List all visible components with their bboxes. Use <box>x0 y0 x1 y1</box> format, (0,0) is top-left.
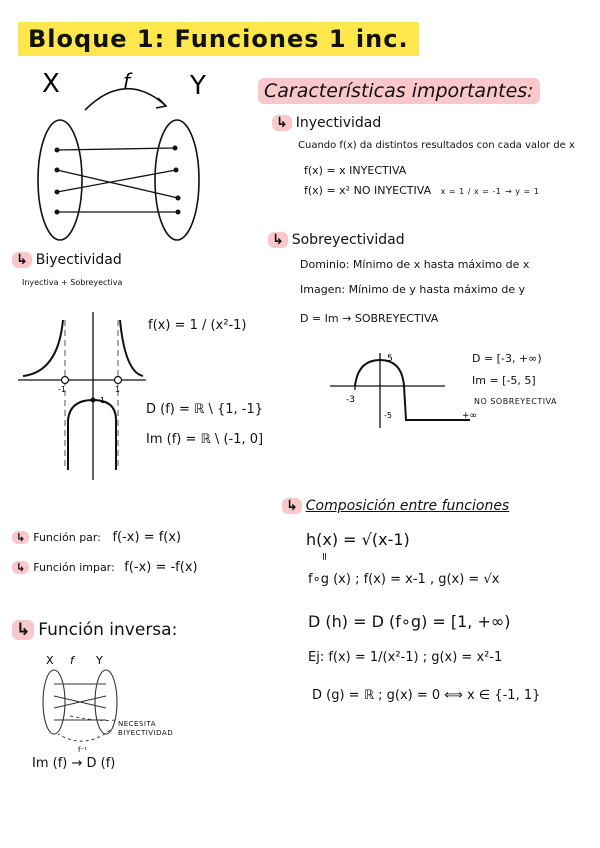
sobreyectividad-dominio: Dominio: Mínimo de x hasta máximo de x <box>300 258 530 271</box>
composicion-line4: Ej: f(x) = 1/(x²-1) ; g(x) = x²-1 <box>308 650 503 665</box>
graph-ymax-label: 5 <box>387 354 393 364</box>
inyectividad-cases: x = 1 / x = -1 <box>440 187 502 196</box>
composicion-line5: D (g) = ℝ ; g(x) = 0 ⟺ x ∈ {-1, 1} <box>312 688 541 703</box>
tick-neg-label: -1 <box>58 385 66 394</box>
inv-func-label: f <box>70 654 74 667</box>
tick-y-label: -1 <box>97 396 105 405</box>
inyectividad-ex2: f(x) = x² NO INYECTIVA x = 1 / x = -1 → y = 1 <box>304 184 540 197</box>
arrow-icon: ↳ <box>12 620 34 640</box>
graph-xmax-label: +∞ <box>462 411 478 421</box>
inv-set-x-label: X <box>46 654 54 667</box>
inv-inverse-label: f⁻¹ <box>78 746 87 754</box>
arrow-icon: ↳ <box>12 531 29 544</box>
inversa-note: NECESITA BIYECTIVIDAD <box>118 720 174 737</box>
tick-pos-label: 1 <box>115 385 121 394</box>
composicion-equals: = <box>318 551 332 562</box>
inversa-relation: Im (f) → D (f) <box>32 756 116 771</box>
funcion-par: ↳ Función par: f(-x) = f(x) <box>12 530 181 545</box>
inyectividad-result: → y = 1 <box>505 187 540 196</box>
inyectividad-desc: Cuando f(x) da distintos resultados con cada valor de x <box>298 140 575 151</box>
arrow-icon: ↳ <box>12 252 32 268</box>
graph-ymin-label: -5 <box>384 411 392 420</box>
biyectividad-domain: D (f) = ℝ \ {1, -1} <box>146 402 263 417</box>
func-label: f <box>123 69 131 93</box>
composicion-line2: f∘g (x) ; f(x) = x-1 , g(x) = √x <box>308 572 500 587</box>
sobreyectividad-image: Im = [-5, 5] <box>472 374 536 387</box>
funcion-inversa-heading: ↳ Función inversa: <box>12 620 177 640</box>
sobreyectividad-heading: ↳ Sobreyectividad <box>268 232 405 248</box>
funcion-par-expr: f(-x) = f(x) <box>112 530 182 545</box>
set-x-label: X <box>42 69 60 99</box>
sobreyectividad-imagen: Imagen: Mínimo de y hasta máximo de y <box>300 283 526 296</box>
graph-xmin-label: -3 <box>346 395 355 405</box>
arrow-icon: ↳ <box>268 232 288 248</box>
caracteristicas-heading: Características importantes: <box>258 78 540 104</box>
sobreyectividad-graph <box>330 348 480 433</box>
biyectividad-func: f(x) = 1 / (x²-1) <box>148 318 247 333</box>
page-title: Bloque 1: Funciones 1 inc. <box>18 22 419 56</box>
biyectividad-sub: Inyectiva + Sobreyectiva <box>22 278 123 287</box>
composicion-heading: ↳ Composición entre funciones <box>282 498 509 514</box>
sobreyectividad-domain: D = [-3, +∞) <box>472 352 542 365</box>
biyectividad-image: Im (f) = ℝ \ (-1, 0] <box>146 432 264 447</box>
sobreyectividad-rule: D = Im → SOBREYECTIVA <box>300 312 439 325</box>
biyectividad-graph <box>18 300 148 485</box>
mapping-diagram <box>30 70 240 245</box>
composicion-line3: D (h) = D (f∘g) = [1, +∞) <box>308 612 511 631</box>
inv-set-y-label: Y <box>96 654 103 667</box>
sobreyectividad-verdict: NO SOBREYECTIVA <box>474 397 558 406</box>
funcion-impar-expr: f(-x) = -f(x) <box>124 560 198 575</box>
arrow-icon: ↳ <box>12 561 29 574</box>
set-y-label: Y <box>190 71 206 101</box>
funcion-impar: ↳ Función impar: f(-x) = -f(x) <box>12 560 198 575</box>
inyectividad-ex1: f(x) = x INYECTIVA <box>304 164 407 177</box>
arrow-icon: ↳ <box>282 498 302 514</box>
biyectividad-heading: ↳ Biyectividad <box>12 252 122 268</box>
composicion-line1: h(x) = √(x-1) <box>306 530 410 549</box>
arrow-icon: ↳ <box>272 115 292 131</box>
inyectividad-heading: ↳ Inyectividad <box>272 115 381 131</box>
